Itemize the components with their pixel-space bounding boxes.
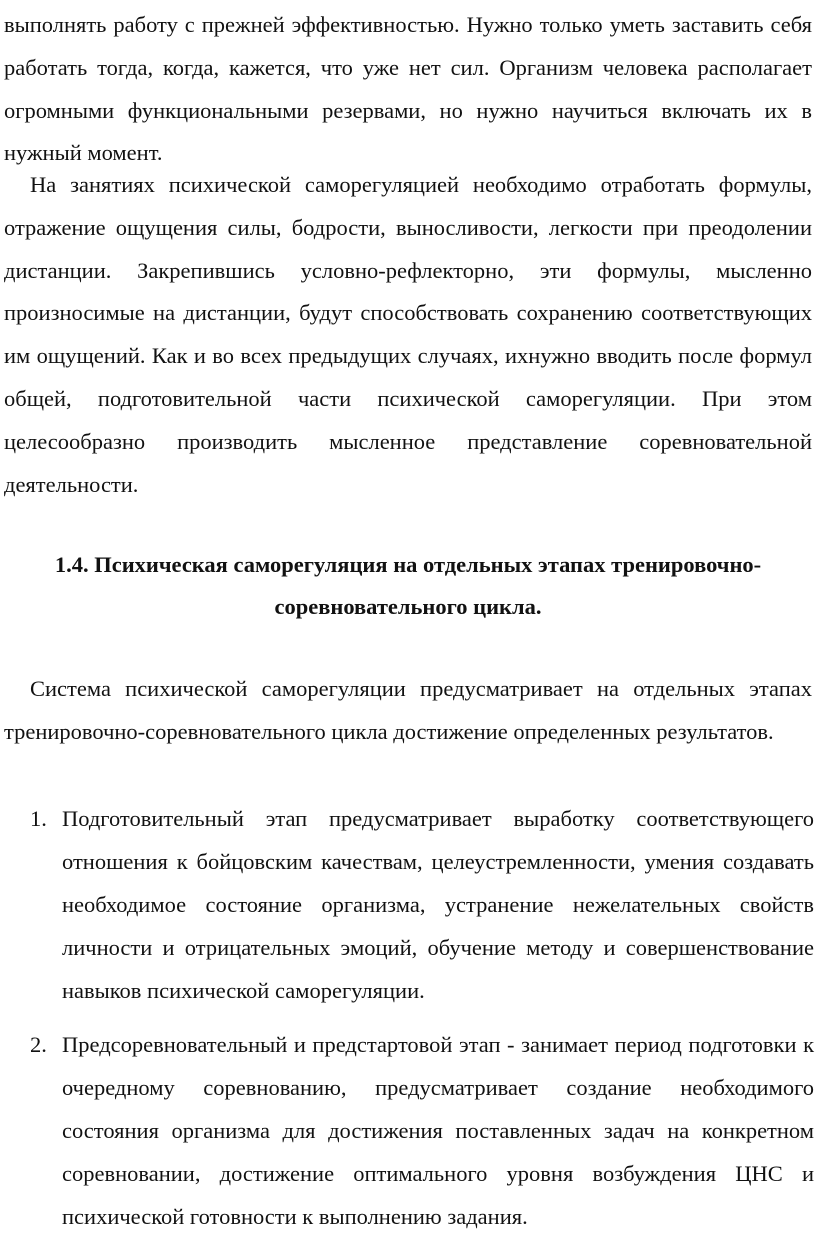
paragraph-continuation: выполнять работу с прежней эффективностью. Нужно только уметь заставить себя работать тогда, когда, кажется, что уже нет сил. Организм человека располагает огромными функциональными резервами, но нужно научиться включать их в нужный момент. (4, 12, 812, 166)
section-heading-line-2: соревновательного цикла. (274, 594, 542, 619)
list-item-text: Предсоревновательный и предстартовой этап - занимает период подготовки к очередному соревнованию, предусматривает создание необходимого состояния организма для достижения поставленных задач на конкретном соревновании, достижение оптимального уровня возбуждения ЦНС и психической готовности к выполнению задания. (62, 1032, 814, 1229)
list-item-pre-competition-stage (30, 1023, 814, 1238)
list-item-preparatory-stage (30, 797, 814, 1012)
list-item-number: 1. (30, 806, 47, 831)
paragraph-system-intro: Система психической саморегуляции предусматривает на отдельных этапах тренировочно-соревновательного цикла достижение определенных результатов. (4, 676, 812, 744)
list-item-number: 2. (30, 1032, 47, 1057)
list-item-text: Подготовительный этап предусматривает выработку соответствующего отношения к бойцовским качествам, целеустремленности, умения создавать необходимое состояние организма, устранение нежелательных свойств личности и отрицательных эмоций, обучение методу и совершенствование навыков психической саморегуляции. (62, 806, 814, 1003)
section-heading-line-1: 1.4. Психическая саморегуляция на отдельных этапах тренировочно- (54, 552, 762, 577)
paragraph-self-regulation-formulas: На занятиях психической саморегуляцией необходимо отработать формулы, отражение ощущения силы, бодрости, выносливости, легкости при преодолении дистанции. Закрепившись условно-рефлекторно, эти формулы, мысленно произносимые на дистанции, будут способствовать сохранению соответствующих им ощущений. Как и во всех предыдущих случаях, ихнужно вводить после формул общей, подготовительной части психической саморегуляции. При этом целесообразно производить мысленное представление соревновательной деятельности. (4, 172, 812, 497)
